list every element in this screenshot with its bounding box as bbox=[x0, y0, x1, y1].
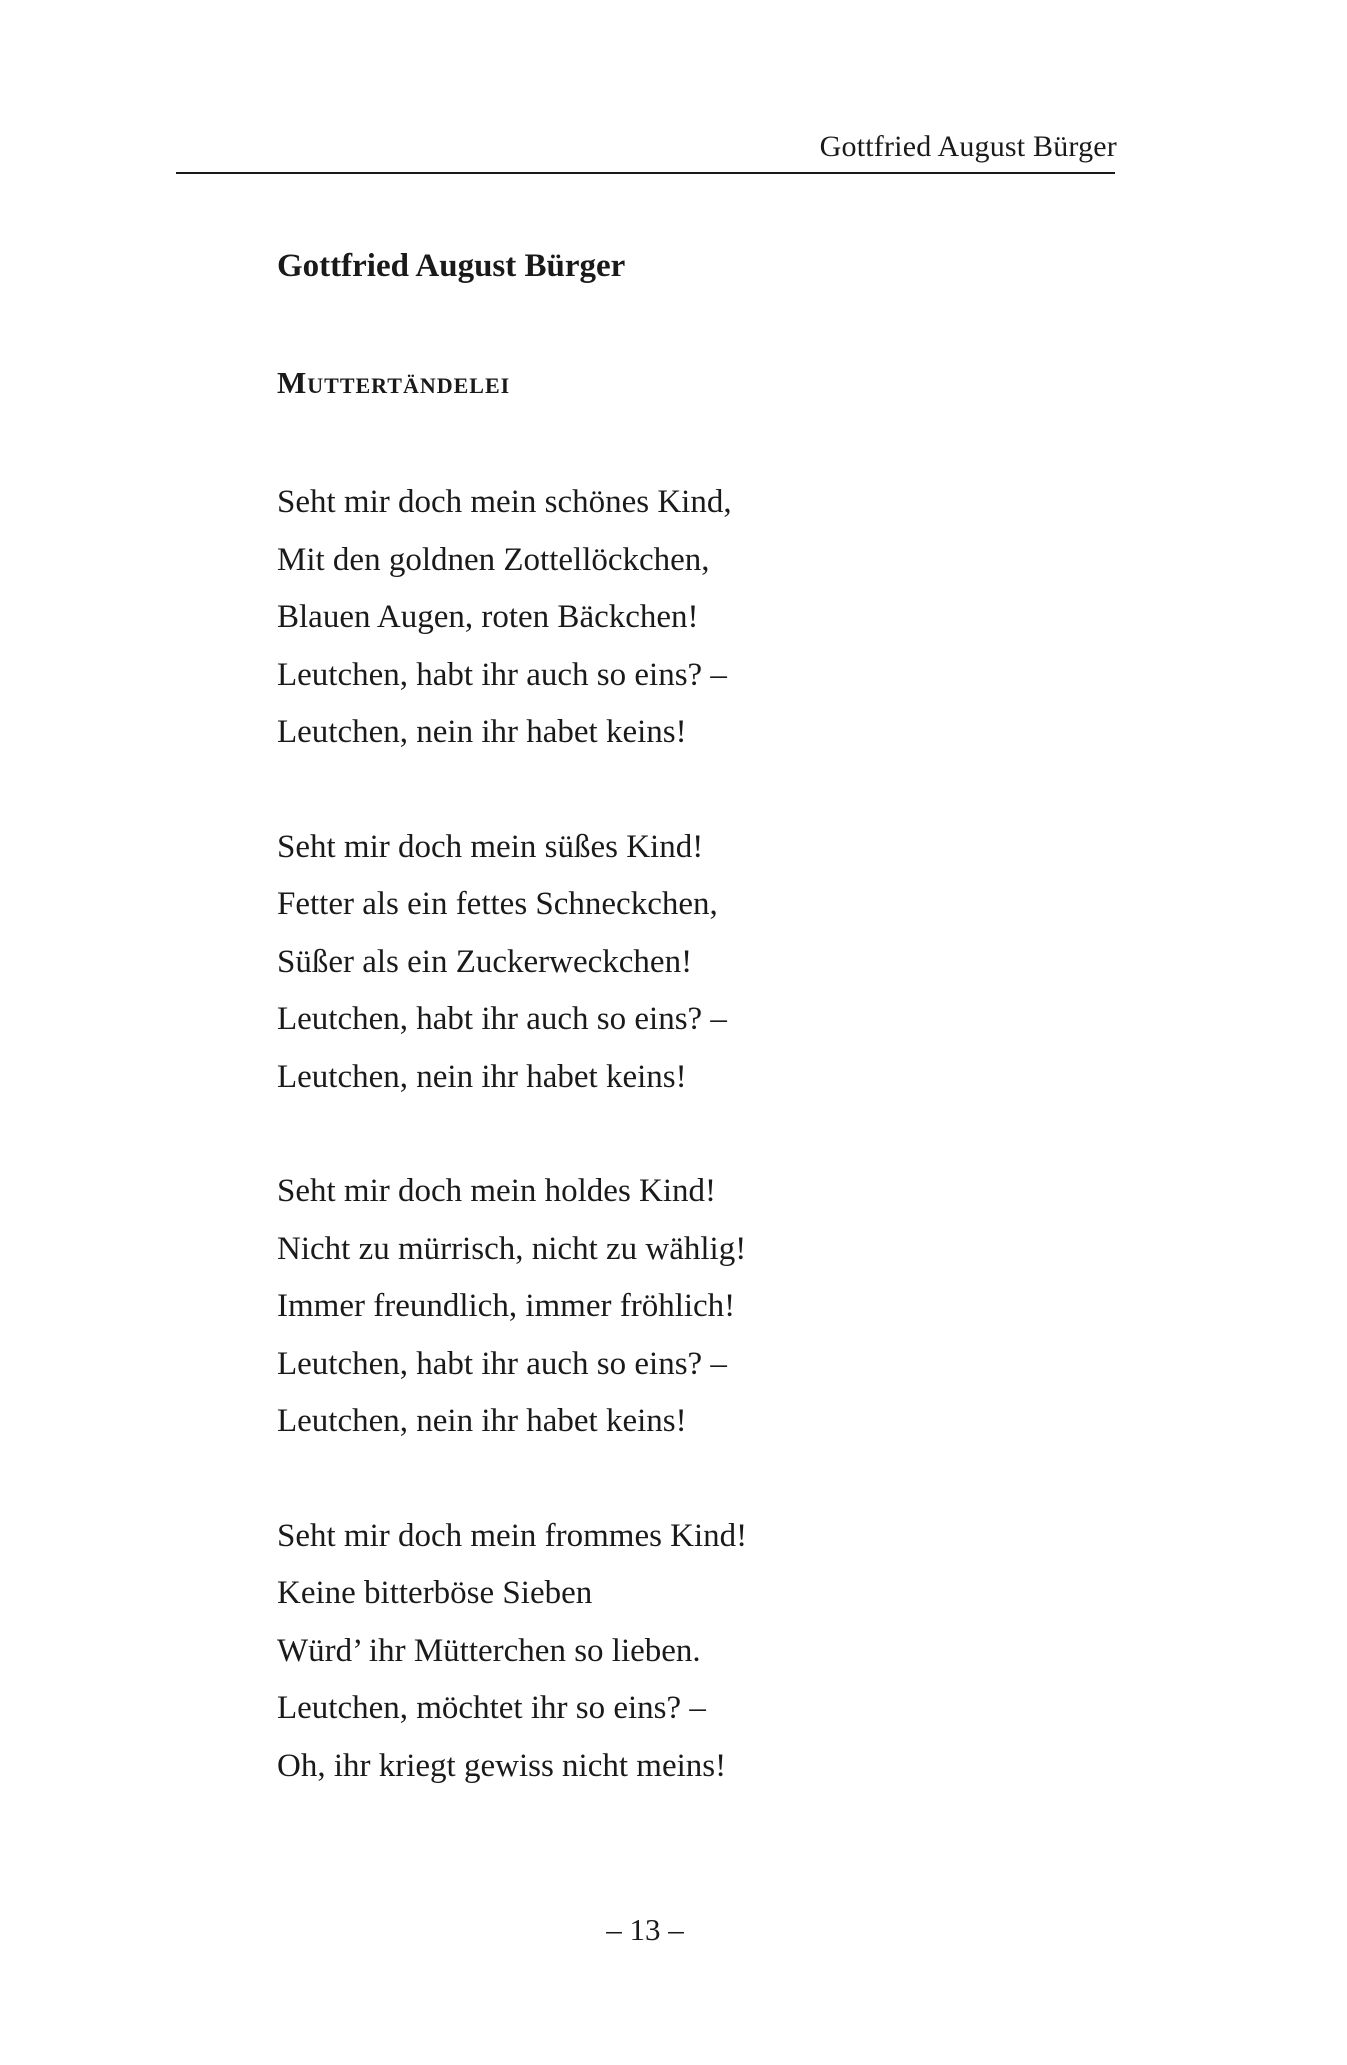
poem-line: Leutchen, habt ihr auch so eins? – bbox=[277, 1001, 727, 1037]
running-head: Gottfried August Bürger bbox=[819, 130, 1117, 163]
stanza bbox=[277, 819, 747, 1107]
header-rule bbox=[176, 172, 1115, 174]
page-number: – 13 – bbox=[606, 1912, 684, 1947]
stanza bbox=[277, 474, 747, 762]
poem-line: Leutchen, nein ihr habet keins! bbox=[277, 714, 687, 750]
poem-line: Nicht zu mürrisch, nicht zu wählig! bbox=[277, 1230, 747, 1267]
stanza bbox=[277, 1508, 747, 1796]
poem-line: Leutchen, möchtet ihr so eins? – bbox=[277, 1690, 706, 1726]
poem-line: Leutchen, habt ihr auch so eins? – bbox=[277, 656, 727, 693]
poem-line: Seht mir doch mein süßes Kind! bbox=[277, 828, 704, 865]
stanza bbox=[277, 1163, 747, 1451]
poem-line: Mit den goldnen Zottellöckchen, bbox=[277, 541, 710, 578]
poem-line: Keine bitterböse Sieben bbox=[277, 1575, 593, 1611]
poem-line: Blauen Augen, roten Bäckchen! bbox=[277, 599, 699, 635]
poem-body bbox=[277, 474, 747, 1852]
poem-line: Seht mir doch mein holdes Kind! bbox=[277, 1173, 717, 1209]
poem-line: Süßer als ein Zuckerweckchen! bbox=[277, 943, 693, 980]
author-heading: Gottfried August Bürger bbox=[277, 248, 626, 284]
poem-line: Leutchen, nein ihr habet keins! bbox=[277, 1403, 687, 1439]
poem-line: Immer freundlich, immer fröhlich! bbox=[277, 1288, 736, 1324]
poem-line: Fetter als ein fettes Schneckchen, bbox=[277, 886, 718, 922]
poem-line: Seht mir doch mein schönes Kind, bbox=[277, 484, 732, 520]
poem-line: Oh, ihr kriegt gewiss nicht meins! bbox=[277, 1747, 727, 1784]
poem-line: Seht mir doch mein frommes Kind! bbox=[277, 1517, 748, 1554]
poem-title: Muttertändelei bbox=[277, 365, 511, 400]
poem-line: Würd’ ihr Mütterchen so lieben. bbox=[277, 1632, 701, 1669]
poem-line: Leutchen, habt ihr auch so eins? – bbox=[277, 1345, 727, 1382]
poem-line: Leutchen, nein ihr habet keins! bbox=[277, 1058, 687, 1095]
